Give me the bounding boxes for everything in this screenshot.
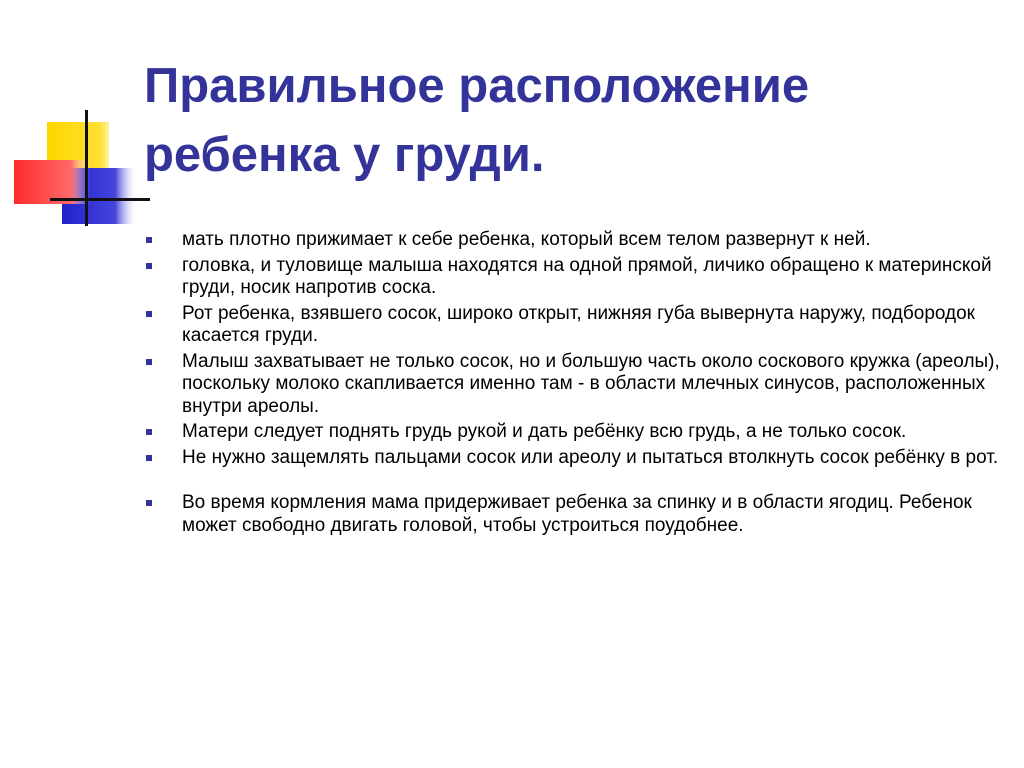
bullet-item — [146, 255, 1006, 300]
square-bullet-icon — [146, 311, 152, 317]
square-bullet-icon — [146, 455, 152, 461]
vertical-rule — [85, 110, 88, 226]
bullet-list — [146, 229, 1006, 540]
bullet-text: Малыш захватывает не только сосок, но и большую часть около соскового кружка (ареолы), поскольку молоко скапливается именно там - в области млечных синусов, расположенных внутри ареолы. — [182, 350, 1000, 417]
slide-title — [144, 52, 1004, 190]
bullet-text: Рот ребенка, взявшего сосок, широко открыт, нижняя губа вывернута наружу, подбородок касается груди. — [182, 302, 975, 346]
bullet-item — [146, 421, 1006, 444]
square-bullet-icon — [146, 237, 152, 243]
bullet-item — [146, 492, 1006, 537]
square-bullet-icon — [146, 429, 152, 435]
red-gradient-bar — [14, 160, 90, 204]
bullet-item — [146, 447, 1006, 470]
horizontal-rule — [50, 198, 150, 201]
square-bullet-icon — [146, 263, 152, 269]
bullet-text: мать плотно прижимает к себе ребенка, который всем телом развернут к ней. — [182, 229, 871, 250]
bullet-text: головка, и туловище малыша находятся на одной прямой, личико обращено к материнской груди, носик напротив соска. — [182, 254, 992, 298]
bullet-text: Во время кормления мама придерживает ребенка за спинку и в области ягодиц. Ребенок может свободно двигать головой, чтобы устроиться поудобнее. — [182, 492, 972, 536]
square-bullet-icon — [146, 359, 152, 365]
bullet-item — [146, 303, 1006, 348]
corner-decoration — [0, 0, 150, 240]
title-line-1: Правильное расположение — [144, 59, 810, 113]
bullet-item — [146, 351, 1006, 419]
title-line-2: ребенка у груди. — [144, 128, 545, 182]
bullet-text: Матери следует поднять грудь рукой и дать ребёнку всю грудь, а не только сосок. — [182, 421, 907, 442]
square-bullet-icon — [146, 500, 152, 506]
bullet-item — [146, 229, 1006, 252]
bullet-text: Не нужно защемлять пальцами сосок или ареолу и пытаться втолкнуть сосок ребёнку в рот. — [182, 446, 999, 468]
